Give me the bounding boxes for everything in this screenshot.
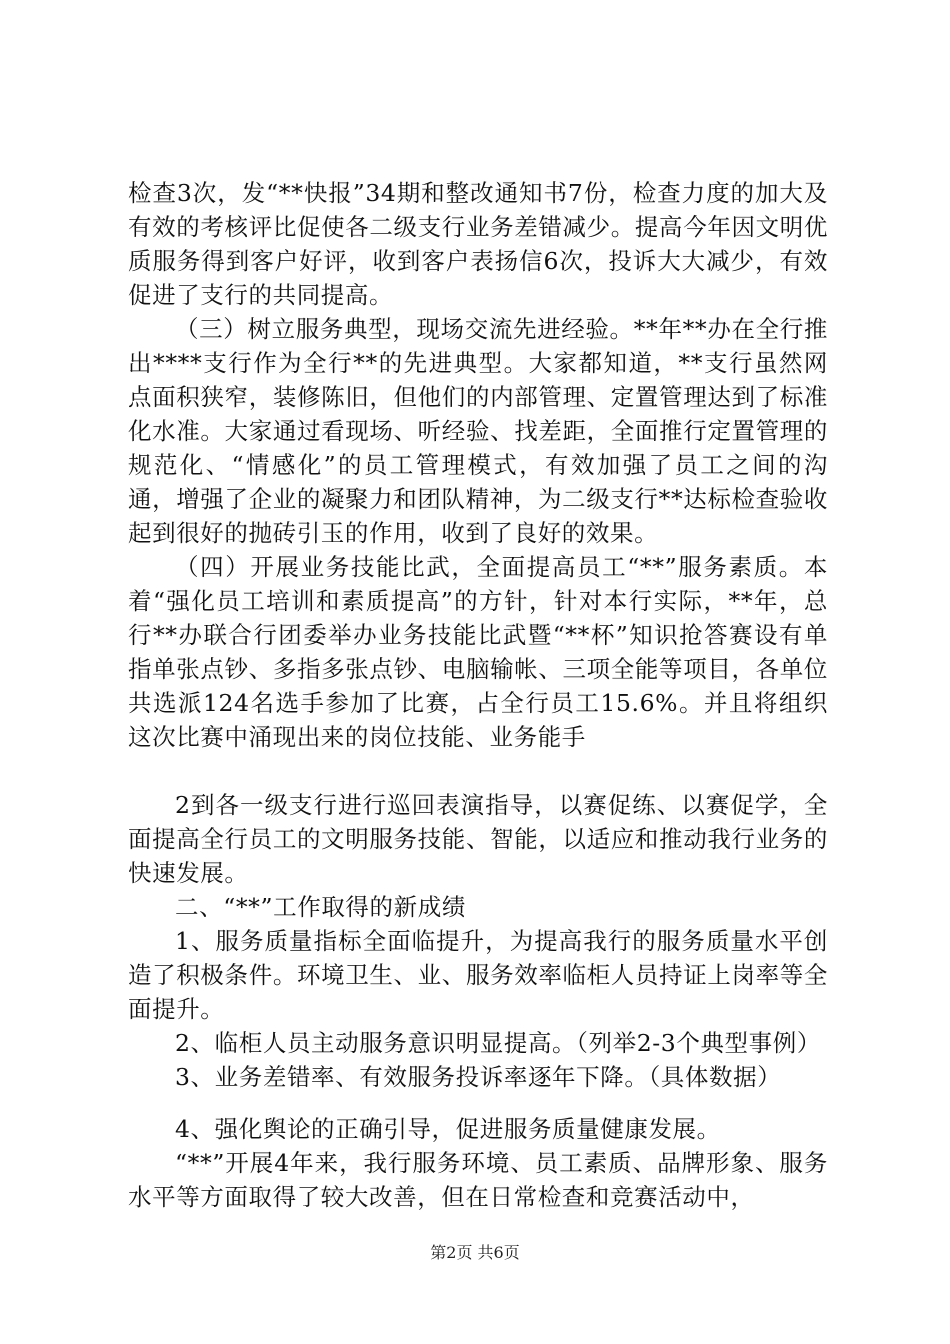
paragraph-3: （四）开展业务技能比武，全面提高员工“**”服务素质。本着“强化员工培训和素质提高”的方针，针对本行实际，**年，总行**办联合行团委举办业务技能比武暨“**杯”知识抢答赛设有单指单张点钞、多指多张点钞、电脑输帐、三项全能等项目，各单位共选派124名选手参加了比赛，占全行员工15.6%。并且将组织这次比赛中涌现出来的岗位技能、业务能手	[128, 553, 828, 751]
paragraph-1: 检查3次，发“**快报”34期和整改通知书7份，检查力度的加大及有效的考核评比促使各二级支行业务差错减少。提高今年因文明优质服务得到客户好评，收到客户表扬信6次，投诉大大减少，有效促进了支行的共同提高。	[128, 179, 828, 309]
section-heading: 二、“**”工作取得的新成绩	[175, 893, 466, 921]
paragraph-8: 4、强化舆论的正确引导，促进服务质量健康发展。	[175, 1115, 721, 1143]
page-number: 第2页 共6页	[430, 1243, 520, 1262]
paragraph-7: 3、业务差错率、有效服务投诉率逐年下降。（具体数据）	[175, 1063, 782, 1091]
paragraph-5: 1、服务质量指标全面临提升，为提高我行的服务质量水平创造了积极条件。环境卫生、业、服务效率临柜人员持证上岗率等全面提升。	[128, 927, 828, 1023]
paragraph-9: “**”开展4年来，我行服务环境、员工素质、品牌形象、服务水平等方面取得了较大改善，但在日常检查和竞赛活动中，	[128, 1149, 828, 1211]
paragraph-6: 2、临柜人员主动服务意识明显提高。（列举2-3个典型事例）	[175, 1029, 821, 1057]
paragraph-2: （三）树立服务典型，现场交流先进经验。**年**办在全行推出****支行作为全行**的先进典型。大家都知道，**支行虽然网点面积狭窄，装修陈旧，但他们的内部管理、定置管理达到了标准化水准。大家通过看现场、听经验、找差距，全面推行定置管理的规范化、“情感化”的员工管理模式，有效加强了员工之间的沟通，增强了企业的凝聚力和团队精神，为二级支行**达标检查验收起到很好的抛砖引玉的作用，收到了良好的效果。	[128, 315, 828, 547]
paragraph-4: 2到各一级支行进行巡回表演指导，以赛促练、以赛促学，全面提高全行员工的文明服务技能、智能，以适应和推动我行业务的快速发展。	[128, 791, 828, 887]
document-body	[128, 176, 828, 1214]
